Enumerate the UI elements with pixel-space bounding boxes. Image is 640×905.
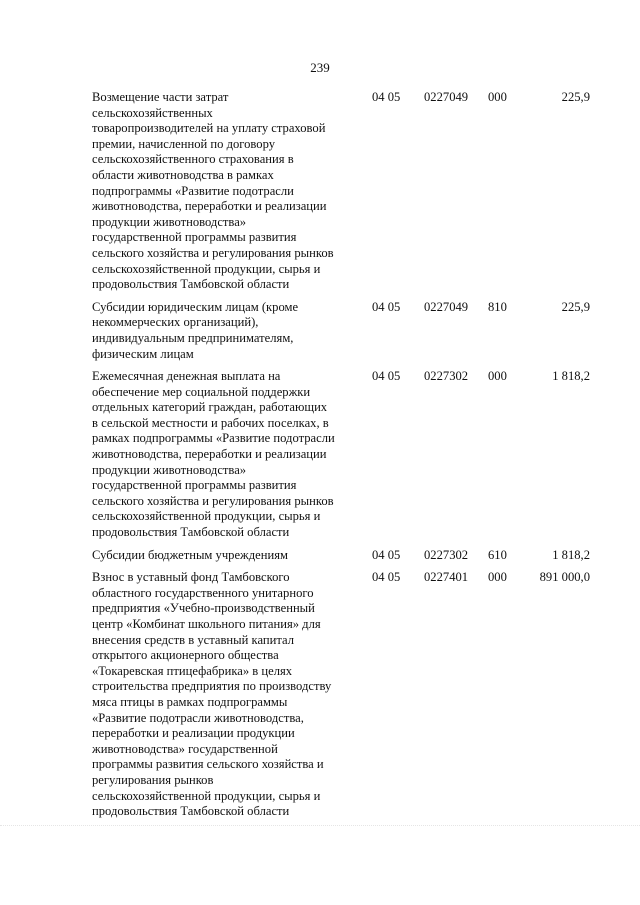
section-code: 04 05 — [372, 369, 401, 384]
row-description: Субсидии бюджетным учреждениям — [92, 547, 288, 562]
amount: 225,9 — [561, 299, 590, 314]
amount: 1 818,2 — [552, 547, 590, 562]
table-row — [0, 570, 640, 820]
row-description: Субсидии юридическим лицам (кроме некоммерческих организаций), индивидуальным предпринимателям, физическим лицам — [92, 299, 299, 361]
expense-kind-code: 000 — [488, 570, 507, 585]
budget-table — [0, 90, 640, 827]
page-number: 239 — [310, 60, 330, 75]
table-row — [0, 300, 640, 362]
expense-kind-code: 810 — [488, 299, 507, 314]
section-code: 04 05 — [372, 90, 401, 104]
expense-kind-code: 000 — [488, 90, 507, 104]
row-description: Возмещение части затрат сельскохозяйственных товаропроизводителей на уплату страховой премии, начисленной по договору сельскохозяйственного страхования в области животноводства в рамках подпрограммы «Развитие подотрасли животноводства, переработки и реализации продукции животноводства» государственной программы развития сельского хозяйства и регулирования рынков сельскохозяйственной продукции, сырья и продовольствия Тамбовской области — [92, 90, 334, 292]
row-description: Взнос в уставный фонд Тамбовского областного государственного унитарного предприятия «Учебно-производственный центр «Комбинат школьного питания» для внесения средств в уставный капитал открытого акционерного общества «Токаревская птицефабрика» в целях строительства предприятия по производству мяса птицы в рамках подпрограммы «Развитие подотрасли животноводства, переработки и реализации продукции животноводства» государственной программы развития сельского хозяйства и регулирования рынков сельскохозяйственной продукции, сырья и продовольствия Тамбовской области — [92, 570, 332, 819]
amount: 225,9 — [561, 90, 590, 104]
table-row — [0, 90, 640, 293]
target-article-code: 0227302 — [424, 547, 469, 562]
section-code: 04 05 — [372, 570, 401, 585]
table-row — [0, 369, 640, 541]
scan-artifact-divider — [0, 825, 640, 828]
expense-kind-code: 000 — [488, 369, 507, 384]
target-article-code: 0227302 — [424, 369, 469, 384]
amount: 891 000,0 — [539, 570, 590, 585]
target-article-code: 0227401 — [424, 570, 469, 585]
expense-kind-code: 610 — [488, 547, 507, 562]
amount: 1 818,2 — [552, 369, 590, 384]
target-article-code: 0227049 — [424, 299, 469, 314]
target-article-code: 0227049 — [424, 90, 469, 104]
section-code: 04 05 — [372, 299, 401, 314]
row-description: Ежемесячная денежная выплата на обеспечение мер социальной поддержки отдельных категорий граждан, работающих в сельской местности и рабочих поселках, в рамках подпрограммы «Развитие подотрасли животноводства, переработки и реализации продукции животноводства» государственной программы развития сельского хозяйства и регулирования рынков сельскохозяйственной продукции, сырья и продовольствия Тамбовской области — [92, 369, 335, 540]
section-code: 04 05 — [372, 547, 401, 562]
table-row — [0, 548, 640, 564]
